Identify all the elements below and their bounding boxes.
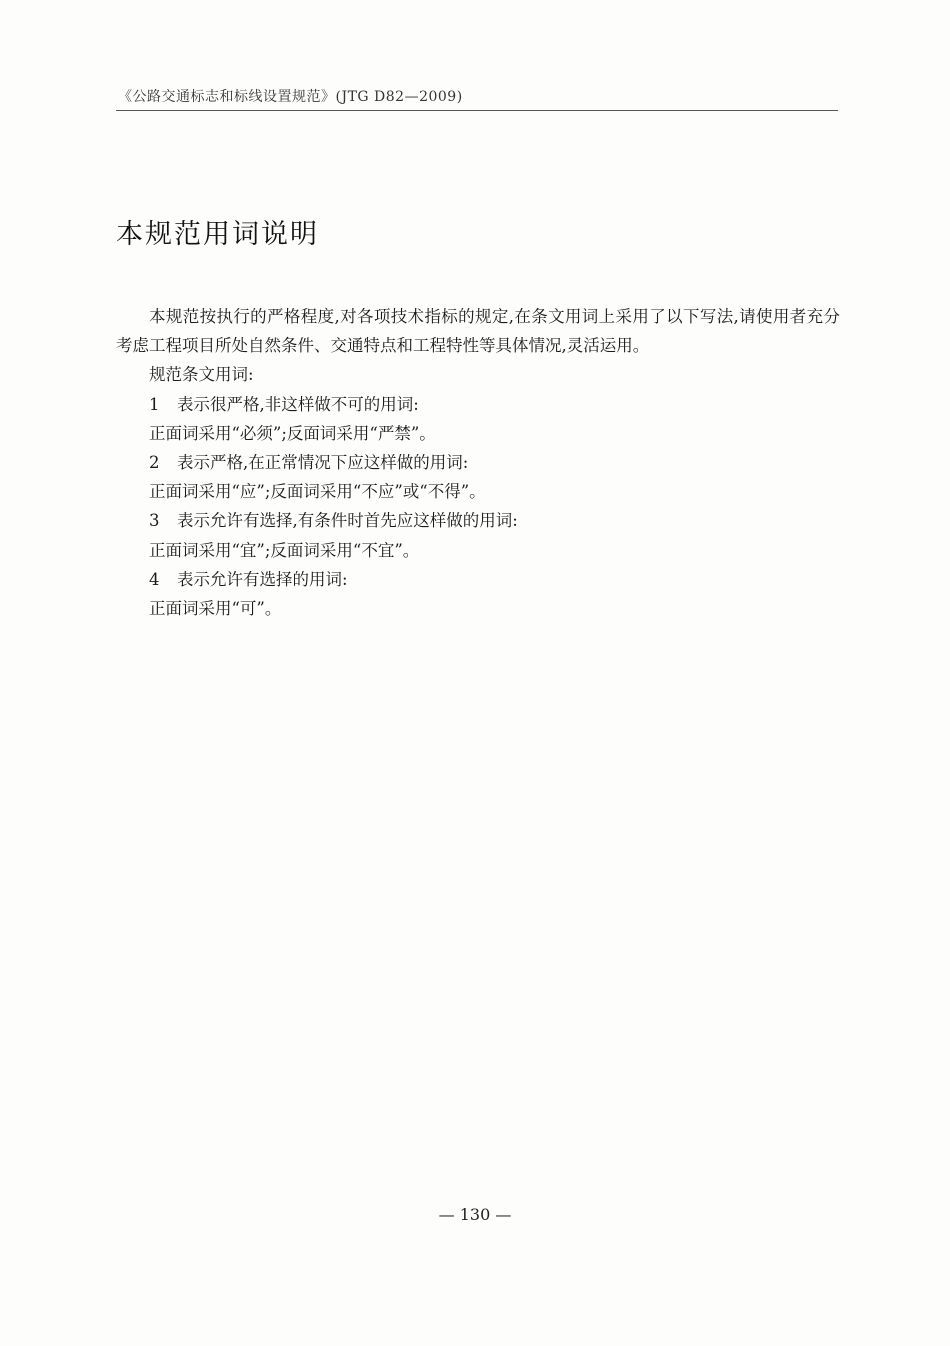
page-number: — 130 —: [438, 1205, 512, 1224]
body-text: [116, 302, 840, 623]
intro-paragraph: 本规范按执行的严格程度,对各项技术指标的规定,在条文用词上采用了以下写法,请使用者充分考虑工程项目所处自然条件、交通特点和工程特性等具体情况,灵活运用。: [116, 307, 840, 356]
term-item-description: 表示严格,在正常情况下应这样做的用词:: [177, 453, 469, 473]
term-item-4: [116, 565, 840, 594]
term-item-1: [116, 390, 840, 419]
running-header: 《公路交通标志和标线设置规范》(JTG D82—2009): [118, 89, 463, 105]
term-item-description: 表示允许有选择的用词:: [177, 569, 348, 589]
term-item-number: 2: [149, 453, 160, 473]
term-item-usage-3: 正面词采用“宜”;反面词采用“不宜”。: [149, 540, 420, 560]
term-item-2: [116, 448, 840, 477]
term-item-number: 3: [149, 511, 160, 531]
header-rule: [116, 110, 838, 111]
term-item-description: 表示允许有选择,有条件时首先应这样做的用词:: [177, 511, 518, 531]
term-item-usage-1: 正面词采用“必须”;反面词采用“严禁”。: [149, 423, 436, 443]
term-item-usage-4: 正面词采用“可”。: [149, 599, 282, 619]
term-item-3: [116, 506, 840, 535]
terms-heading: 规范条文用词:: [149, 365, 254, 385]
term-item-number: 4: [149, 569, 160, 589]
section-title: 本规范用词说明: [116, 219, 319, 250]
term-item-description: 表示很严格,非这样做不可的用词:: [177, 394, 419, 414]
term-item-usage-2: 正面词采用“应”;反面词采用“不应”或“不得”。: [149, 482, 486, 502]
term-item-number: 1: [149, 394, 160, 414]
